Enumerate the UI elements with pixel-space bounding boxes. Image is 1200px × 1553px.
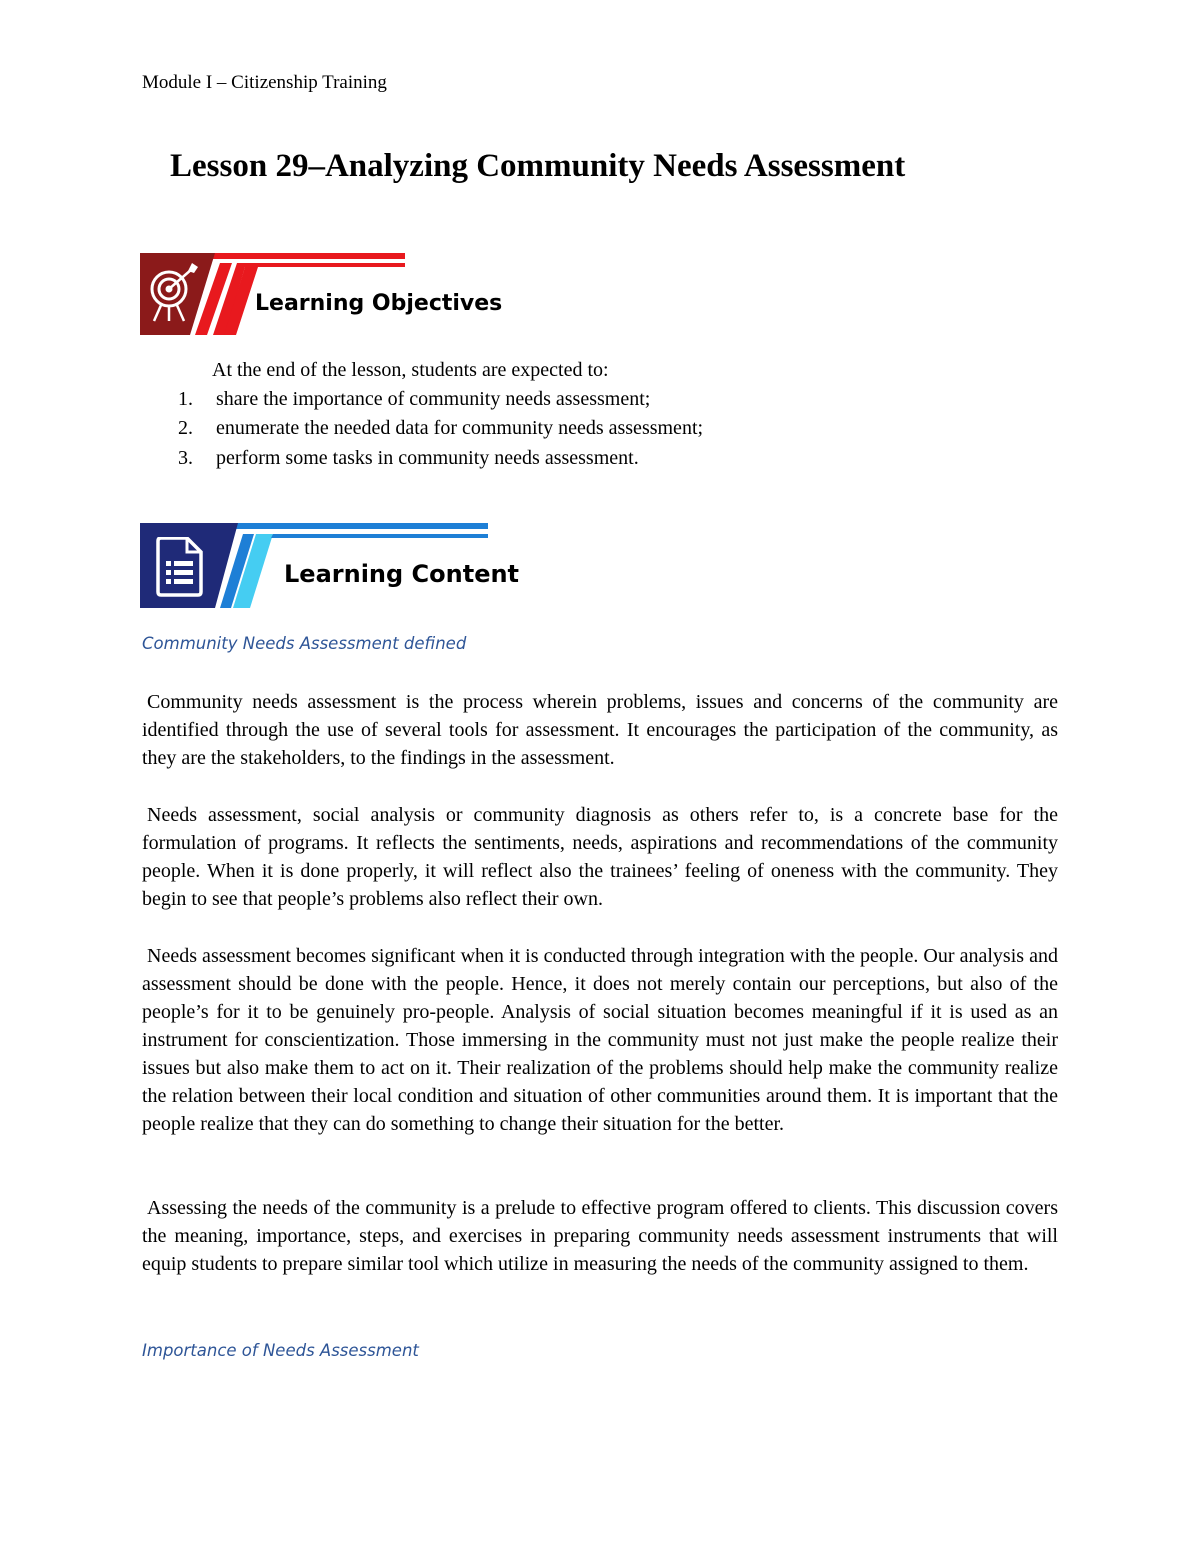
list-item bbox=[142, 447, 639, 477]
subheading-needs-assessment-defined: Community Needs Assessment defined bbox=[142, 634, 467, 653]
list-item bbox=[142, 417, 703, 447]
lesson-title: Lesson 29–Analyzing Community Needs Assessment bbox=[170, 148, 906, 184]
document-list-icon bbox=[154, 537, 206, 597]
page-running-header: Module I – Citizenship Training bbox=[142, 72, 387, 93]
paragraph: Needs assessment, social analysis or community diagnosis as others refer to, is a concrete base for the formulation of programs. It reflects the sentiments, needs, aspirations and recommendations of the community people. When it is done properly, it will reflect also the trainees’ feeling of oneness with the community. They begin to see that people’s problems also reflect their own. bbox=[142, 804, 1058, 910]
list-item-number: 3. bbox=[178, 447, 193, 469]
objectives-intro: At the end of the lesson, students are expected to: bbox=[212, 359, 609, 381]
paragraph: Community needs assessment is the process wherein problems, issues and concerns of the community are identified through the use of several tools for assessment. It encourages the participation of the community, as they are the stakeholders, to the findings in the assessment. bbox=[142, 691, 1058, 769]
list-item-text: enumerate the needed data for community needs assessment; bbox=[216, 417, 704, 439]
learning-objectives-heading: Learning Objectives bbox=[255, 291, 503, 316]
paragraph: Needs assessment becomes significant when it is conducted through integration with the people. Our analysis and assessment should be done with the people. Hence, it does not merely contain our perceptions, but also of the people’s for it to be genuinely pro-people. Analysis of social situation becomes meaningful if it is used as an instrument for conscientization. Those immersing in the community must not just make the people realize their issues but also make them to act on it. Their realization of the problems should help make the community realize the relation between their local condition and situation of other communities around them. It is important that the people realize that they can do something to change their situation for the better. bbox=[142, 945, 1058, 1135]
list-item-text: share the importance of community needs assessment; bbox=[216, 388, 651, 410]
target-icon bbox=[148, 263, 200, 323]
learning-objectives-banner bbox=[140, 253, 520, 335]
learning-content-banner bbox=[140, 523, 530, 608]
paragraph: Assessing the needs of the community is a prelude to effective program offered to clients. This discussion covers the meaning, importance, steps, and exercises in preparing community needs assessment instruments that will equip students to prepare similar tool which utilize in measuring the needs of the community assigned to them. bbox=[142, 1197, 1058, 1275]
subheading-importance-of-needs-assessment: Importance of Needs Assessment bbox=[142, 1341, 419, 1360]
list-item-text: perform some tasks in community needs assessment. bbox=[216, 447, 639, 469]
learning-content-heading: Learning Content bbox=[284, 560, 520, 588]
list-item-number: 1. bbox=[178, 388, 193, 410]
list-item-number: 2. bbox=[178, 417, 193, 439]
list-item bbox=[142, 388, 650, 418]
